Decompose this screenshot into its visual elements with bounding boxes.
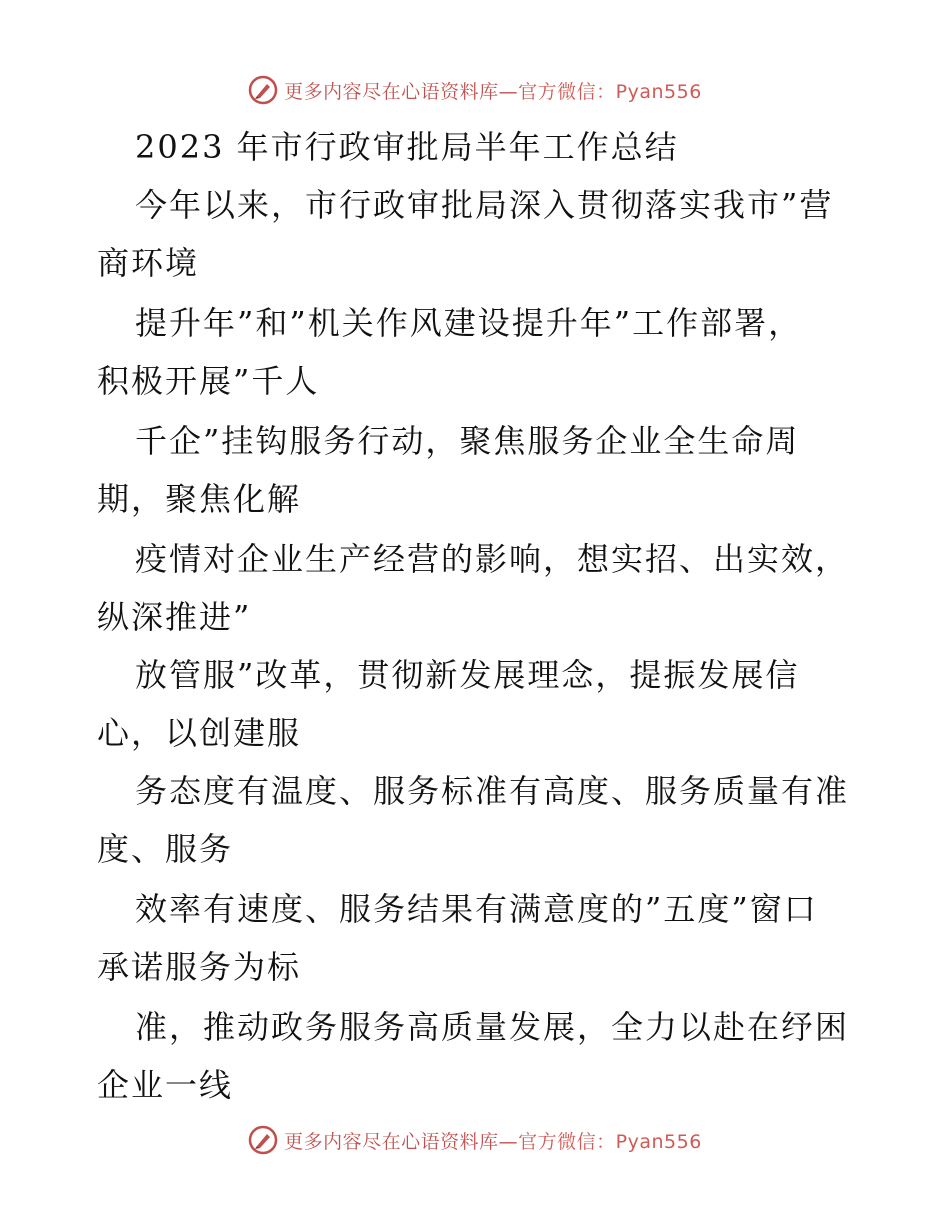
paragraph-line: 千企”挂钩服务行动，聚焦服务企业全生命周 [135, 422, 800, 460]
banner-main-text: 更多内容尽在心语资料库— [284, 1130, 519, 1153]
banner-text [284, 77, 702, 104]
paragraph-line: 纵深推进” [97, 598, 252, 636]
paragraph-line: 今年以来，市行政审批局深入贯彻落实我市”营 [135, 186, 834, 224]
paragraph-line: 准，推动政务服务高质量发展，全力以赴在纾困 [135, 1008, 850, 1046]
paragraph-line: 承诺服务为标 [97, 948, 302, 986]
banner-text [284, 1127, 702, 1154]
header-banner [0, 70, 950, 110]
banner-wechat-text: 官方微信：Pyan556 [518, 1130, 702, 1153]
paragraph-line: 提升年”和”机关作风建设提升年”工作部署， [135, 304, 803, 342]
footer-banner [0, 1120, 950, 1160]
document-title: 2023 年市行政审批局半年工作总结 [135, 128, 679, 166]
paragraph-line: 商环境 [97, 244, 200, 282]
paragraph-line: 效率有速度、服务结果有满意度的”五度”窗口 [135, 890, 818, 928]
banner-wechat-text: 官方微信：Pyan556 [518, 80, 702, 103]
pen-nib-logo-icon [248, 1125, 278, 1155]
paragraph-line: 务态度有温度、服务标准有高度、服务质量有准 [135, 772, 850, 810]
paragraph-line: 期，聚焦化解 [97, 480, 302, 518]
paragraph-line: 心，以创建服 [97, 714, 302, 752]
banner-main-text: 更多内容尽在心语资料库— [284, 80, 519, 103]
paragraph-line: 积极开展”千人 [97, 362, 320, 400]
paragraph-line: 放管服”改革，贯彻新发展理念，提振发展信 [135, 656, 800, 694]
paragraph-line: 度、服务 [97, 830, 234, 868]
paragraph-line: 企业一线 [97, 1066, 234, 1104]
paragraph-line: 疫情对企业生产经营的影响，想实招、出实效， [135, 540, 850, 578]
pen-nib-logo-icon [248, 75, 278, 105]
